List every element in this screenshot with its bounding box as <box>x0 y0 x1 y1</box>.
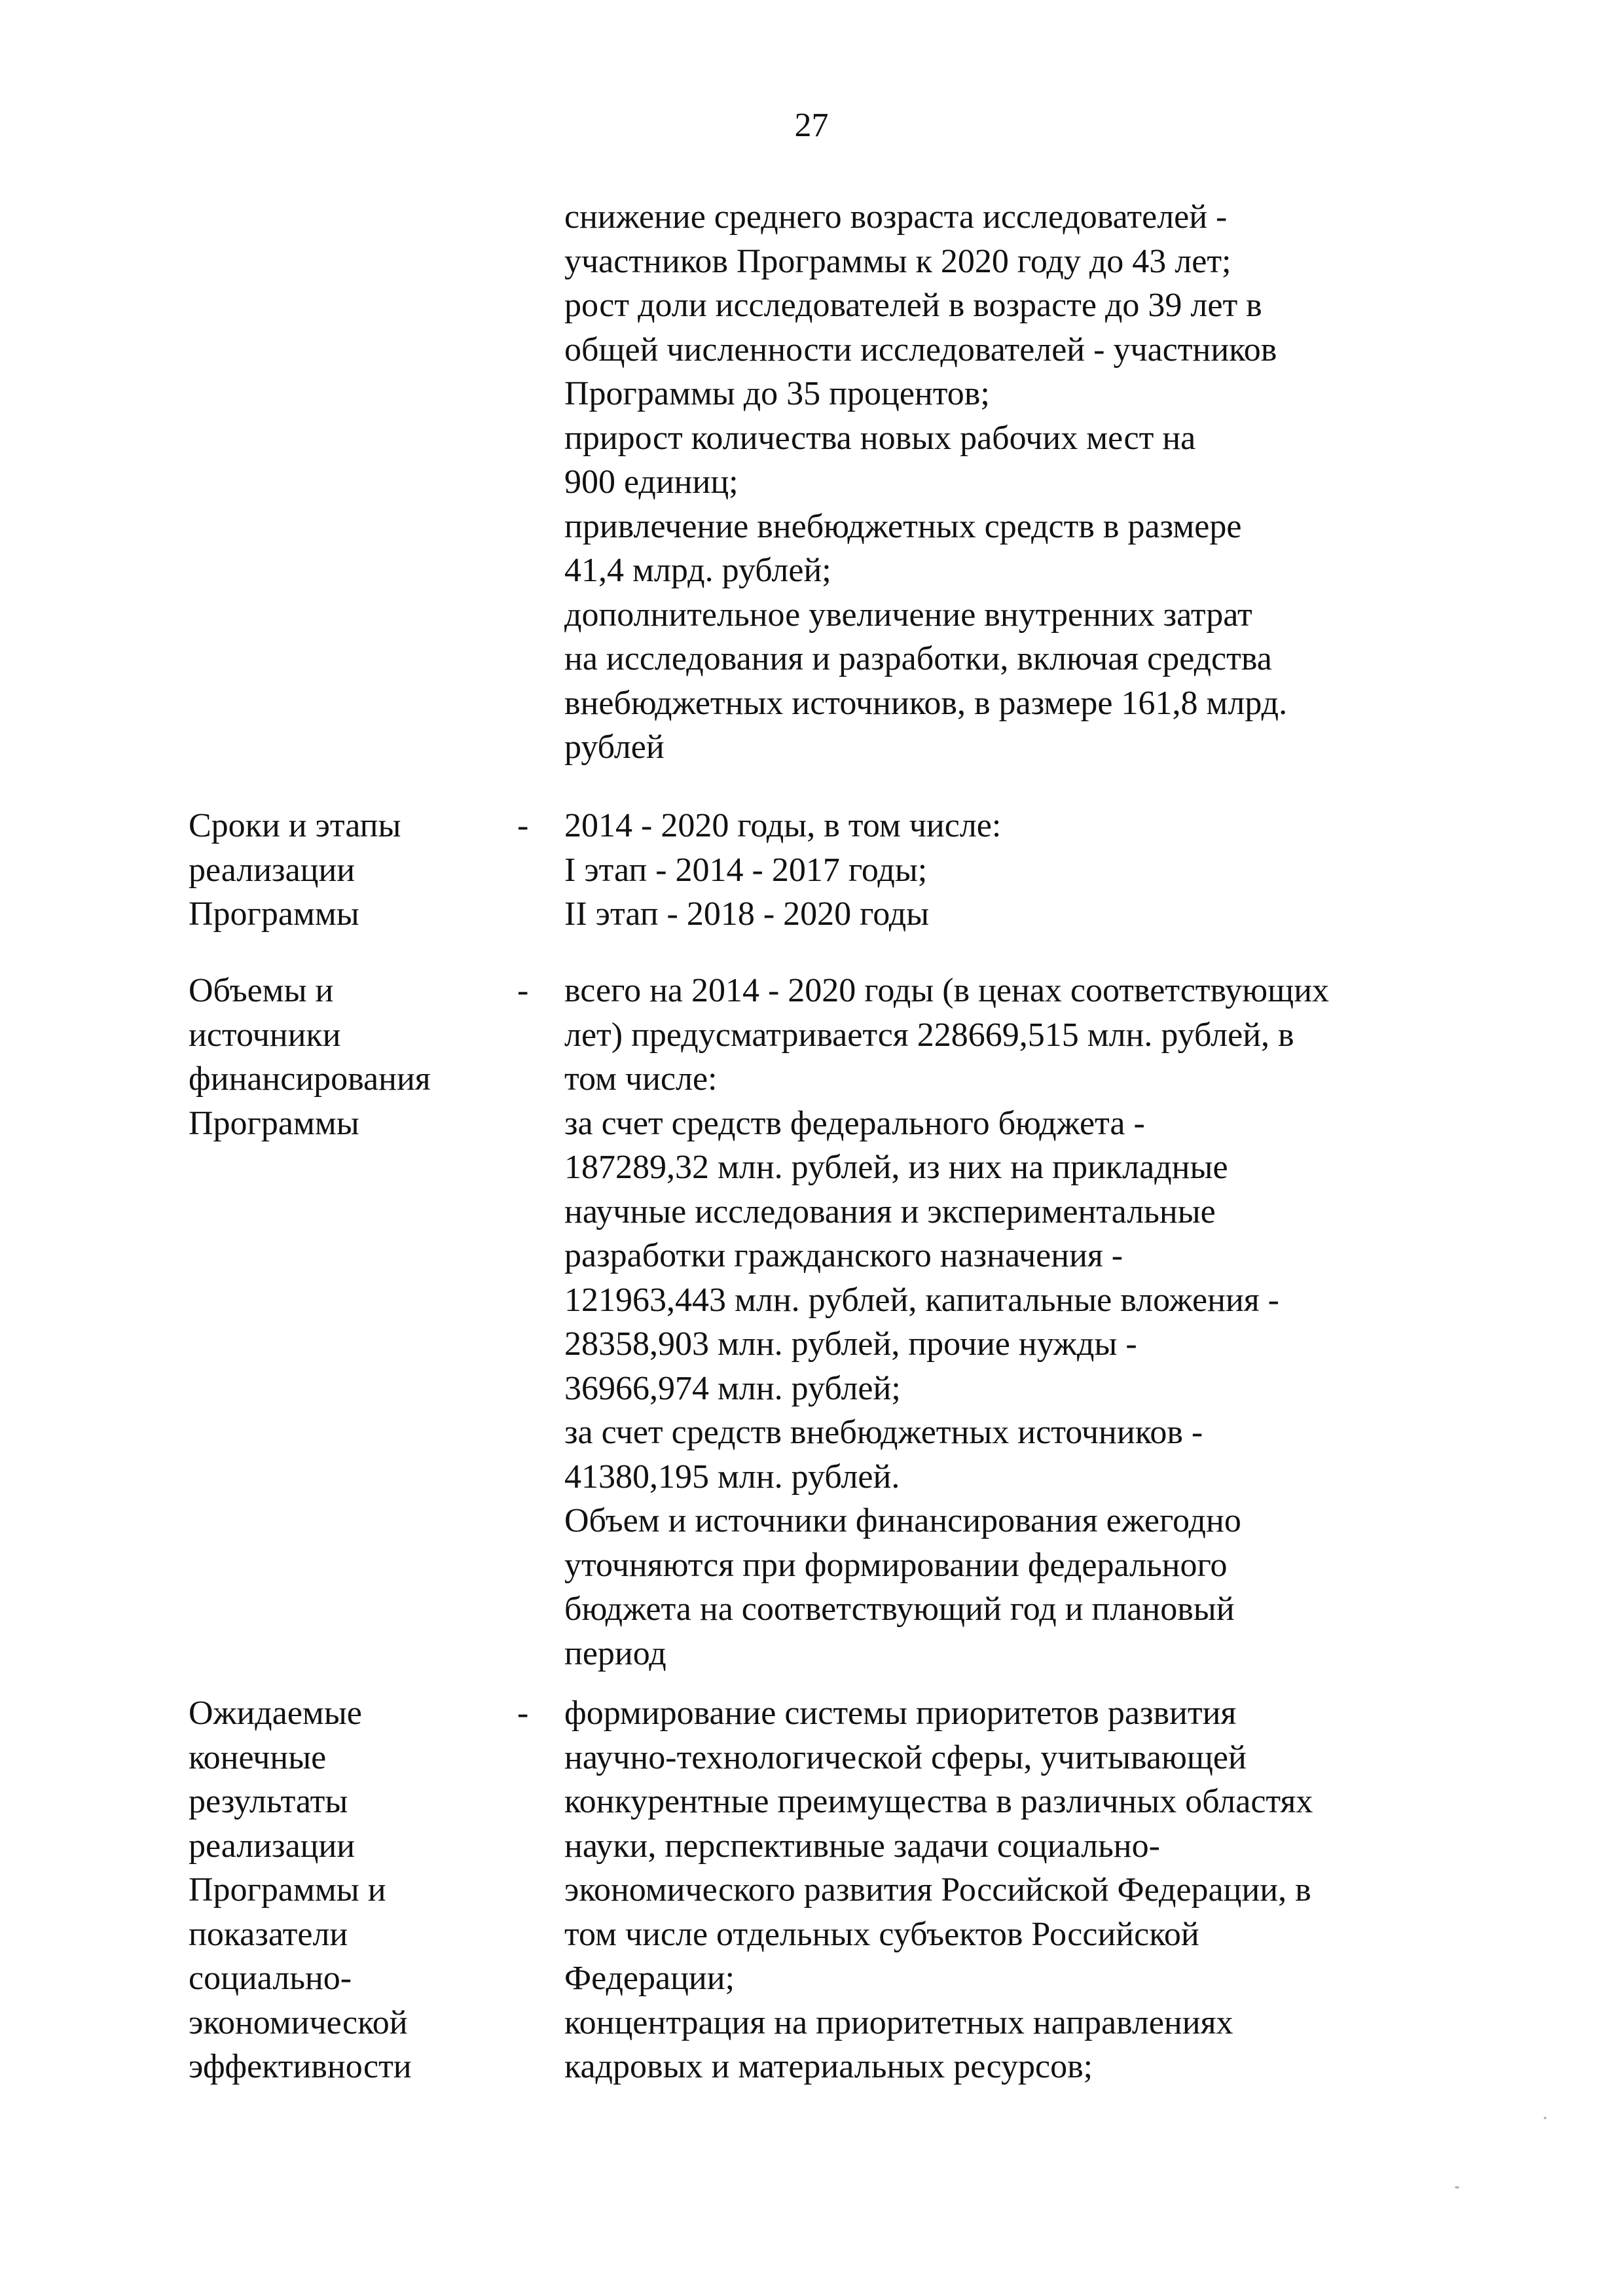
section-value-line: уточняются при формировании федерального <box>564 1546 1228 1584</box>
section-label-line: Программы и <box>189 1871 386 1909</box>
section-value-line: 2014 - 2020 годы, в том числе: <box>564 807 1002 844</box>
intro-line: прирост количества новых рабочих мест на <box>564 419 1196 457</box>
section-label <box>189 1691 412 2089</box>
section-value-line: экономического развития Российской Федерации, в <box>564 1871 1311 1909</box>
section-label-line: конечные <box>189 1738 327 1776</box>
section-value-line: за счет средств внебюджетных источников - <box>564 1414 1203 1451</box>
intro-line: общей численности исследователей - участников <box>564 331 1277 368</box>
section-value-line: научно-технологической сферы, учитывающей <box>564 1738 1247 1776</box>
section-value-line: концентрация на приоритетных направлениях <box>564 2003 1233 2041</box>
section-value-line: формирование системы приоритетов развития <box>564 1695 1237 1732</box>
intro-line: участников Программы к 2020 году до 43 лет; <box>564 242 1231 280</box>
section-value-line: Федерации; <box>564 1960 735 1997</box>
section-label-line: результаты <box>189 1783 348 1820</box>
section-value-line: том числе: <box>564 1060 718 1098</box>
section-value-line: 28358,903 млн. рублей, прочие нужды - <box>564 1325 1137 1363</box>
section-value <box>564 804 1001 937</box>
section-value-line: бюджета на соответствующий год и плановый <box>564 1590 1235 1628</box>
section-label-line: финансирования <box>189 1060 431 1098</box>
section-value-line: Объем и источники финансирования ежегодно <box>564 1502 1241 1539</box>
section-label-line: реализации <box>189 1827 356 1865</box>
section-dash: - <box>517 807 529 844</box>
intro-line: привлечение внебюджетных средств в размере <box>564 507 1242 545</box>
section-value-line: I этап - 2014 - 2017 годы; <box>564 851 928 889</box>
section-value-line: 36966,974 млн. рублей; <box>564 1369 901 1407</box>
section-value-line: научные исследования и экспериментальные <box>564 1193 1216 1230</box>
section-label-line: Программы <box>189 895 359 933</box>
section-label <box>189 969 431 1145</box>
section-value-line: разработки гражданского назначения - <box>564 1237 1123 1274</box>
section-label-line: экономической <box>189 2003 408 2041</box>
intro-line: на исследования и разработки, включая средства <box>564 640 1272 677</box>
scan-speck <box>1455 2186 1459 2189</box>
intro-line: 41,4 млрд. рублей; <box>564 552 831 589</box>
intro-text-block <box>564 195 1287 770</box>
intro-line: дополнительное увеличение внутренних затрат <box>564 596 1252 634</box>
page-number: 27 <box>794 107 829 144</box>
section-label-line: Сроки и этапы <box>189 807 401 844</box>
section-value-line: период <box>564 1634 666 1672</box>
section-value-line: 187289,32 млн. рублей, из них на прикладные <box>564 1149 1228 1186</box>
section-value-line: науки, перспективные задачи социально- <box>564 1827 1160 1865</box>
section-label-line: показатели <box>189 1915 348 1953</box>
section-label-line: реализации <box>189 851 356 889</box>
section-value-line: 121963,443 млн. рублей, капитальные вложения - <box>564 1281 1279 1319</box>
section-value-line: всего на 2014 - 2020 годы (в ценах соответствующих <box>564 972 1330 1009</box>
section-value-line: лет) предусматривается 228669,515 млн. рублей, в <box>564 1016 1294 1054</box>
section-value-line: том числе отдельных субъектов Российской <box>564 1915 1199 1953</box>
section-value-line: конкурентные преимущества в различных областях <box>564 1783 1313 1820</box>
section-dash: - <box>517 972 529 1009</box>
section-dash: - <box>517 1695 529 1732</box>
section-label-line: социально- <box>189 1960 352 1997</box>
section-label-line: Ожидаемые <box>189 1695 362 1732</box>
intro-line: Программы до 35 процентов; <box>564 375 990 412</box>
section-label-line: Объемы и <box>189 972 334 1009</box>
intro-line: рублей <box>564 728 665 766</box>
intro-line: внебюджетных источников, в размере 161,8 млрд. <box>564 684 1288 722</box>
scan-speck <box>1544 2117 1546 2119</box>
section-value <box>564 1691 1313 2089</box>
section-value-line: II этап - 2018 - 2020 годы <box>564 895 930 933</box>
section-label-line: источники <box>189 1016 341 1054</box>
section-value-line: 41380,195 млн. рублей. <box>564 1458 900 1496</box>
section-label-line: Программы <box>189 1104 359 1142</box>
intro-line: рост доли исследователей в возрасте до 39 лет в <box>564 287 1262 324</box>
section-value-line: за счет средств федерального бюджета - <box>564 1104 1145 1142</box>
section-value <box>564 969 1329 1676</box>
section-label <box>189 804 401 937</box>
intro-line: 900 единиц; <box>564 463 739 501</box>
section-value-line: кадровых и материальных ресурсов; <box>564 2048 1093 2085</box>
intro-line: снижение среднего возраста исследователей - <box>564 198 1228 236</box>
section-label-line: эффективности <box>189 2048 412 2085</box>
